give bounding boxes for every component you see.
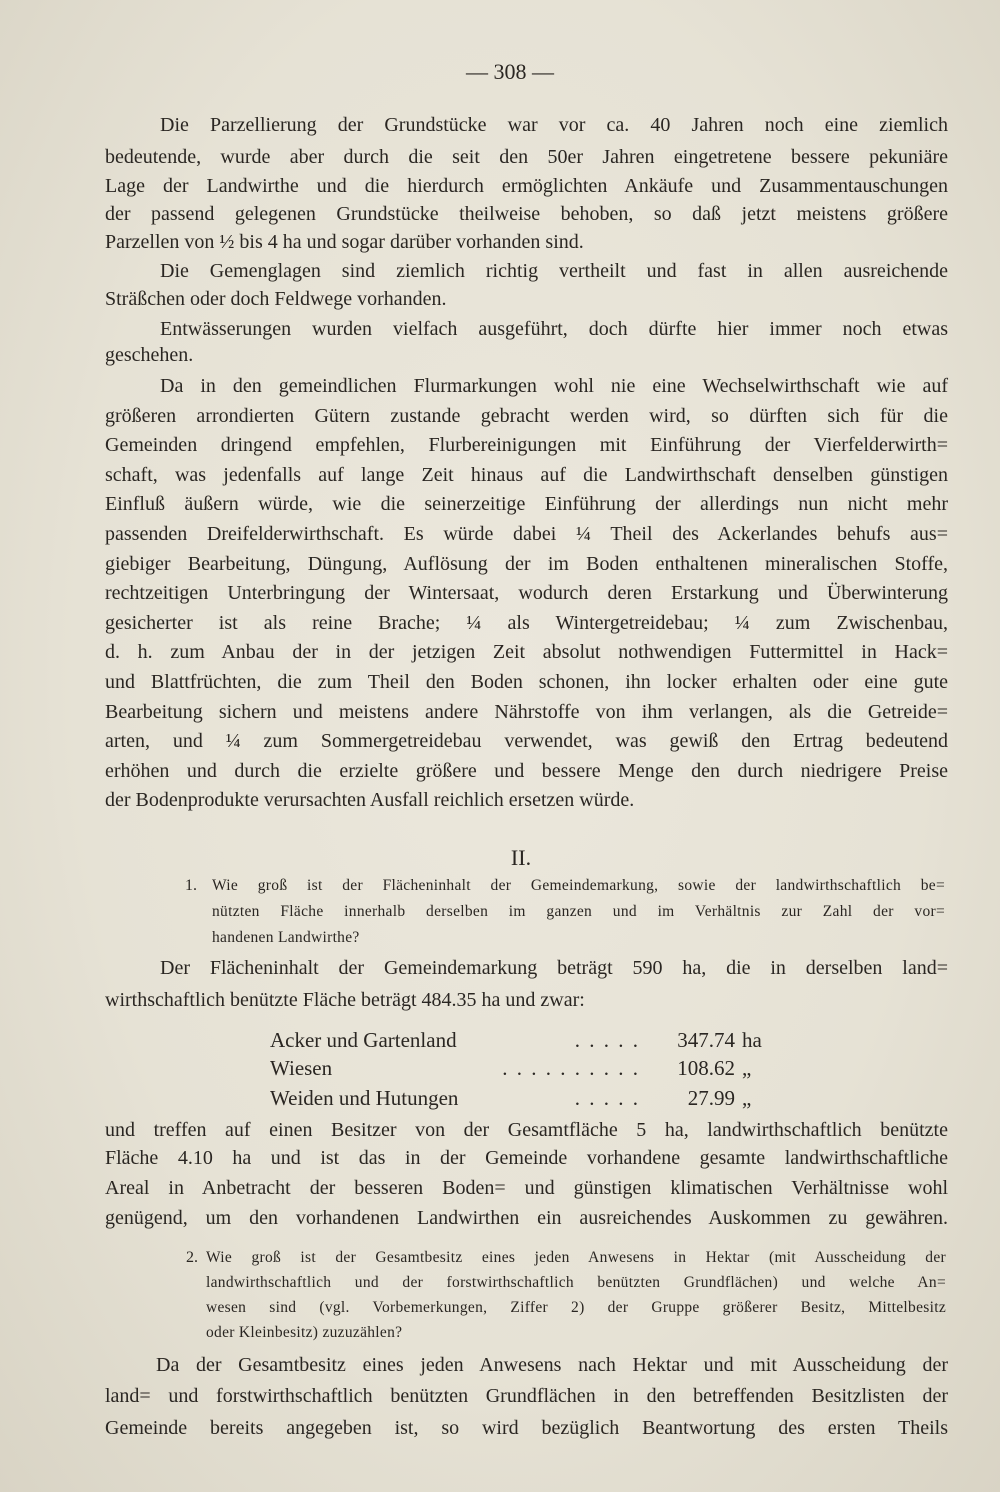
text-line: Der Flächeninhalt der Gemeindemarkung beträgt 590 ha, die in derselben land= [160, 957, 948, 979]
section-heading: II. [510, 845, 532, 870]
text-line: arten, und ¼ zum Sommergetreidebau verwendet, was gewiß den Ertrag bedeutend [105, 730, 948, 752]
row-value: 108.62 [677, 1056, 735, 1080]
table-row-label-group [270, 1054, 640, 1082]
question-line: nützten Fläche innerhalb derselben im ganzen und im Verhältnis zur Zahl der vor= [212, 903, 945, 920]
question-line: landwirthschaftlich und der forstwirthschaftlich benützten Grundflächen) und welche An= [206, 1274, 946, 1291]
question-line: Wie groß ist der Gesamtbesitz eines jeden Anwesens in Hektar (mit Ausscheidung der [206, 1249, 946, 1266]
row-unit: ha [742, 1028, 762, 1052]
row-label: Acker und Gartenland [270, 1028, 457, 1052]
question-line: Wie groß ist der Flächeninhalt der Gemeindemarkung, sowie der landwirthschaftlich be= [212, 877, 945, 894]
text-line: geschehen. [105, 344, 194, 366]
text-line: Bearbeitung sichern und meistens andere Nährstoffe von ihm verlangen, als die Getreide= [105, 701, 948, 723]
text-line: und treffen auf einen Besitzer von der Gesamtfläche 5 ha, landwirthschaftlich benützte [105, 1119, 948, 1141]
dot-leader: . . . . . [574, 1086, 640, 1110]
text-line: Da in den gemeindlichen Flurmarkungen wohl nie eine Wechselwirthschaft wie auf [160, 375, 948, 397]
question-line: wesen sind (vgl. Vorbemerkungen, Ziffer 2) der Gruppe größerer Besitz, Mittelbesitz [206, 1299, 946, 1316]
table-row-label-group [270, 1026, 640, 1054]
text-line: Die Gemenglagen sind ziemlich richtig vertheilt und fast in allen ausreichende [160, 260, 948, 282]
row-label: Weiden und Hutungen [270, 1086, 459, 1110]
dot-leader: . . . . . . . . . . [502, 1056, 640, 1080]
question-number: 2. [186, 1249, 198, 1266]
text-line: Die Parzellierung der Grundstücke war vor ca. 40 Jahren noch eine ziemlich [160, 114, 948, 136]
row-value: 347.74 [677, 1028, 735, 1052]
text-line: land= und forstwirthschaftlich benützten Grundflächen in den betreffenden Besitzlisten der [105, 1385, 948, 1407]
text-line: und Blattfrüchten, die zum Theil den Boden schonen, ihn locker erhalten oder eine gute [105, 671, 948, 693]
table-row-label-group [270, 1084, 640, 1112]
row-value: 27.99 [687, 1086, 735, 1110]
question-line: oder Kleinbesitz) zuzuzählen? [206, 1324, 403, 1341]
text-line: d. h. zum Anbau der in der jetzigen Zeit absolut nothwendigen Futtermittel in Hack= [105, 641, 948, 663]
text-line: Da der Gesamtbesitz eines jeden Anwesens nach Hektar und mit Ausscheidung der [156, 1354, 948, 1376]
text-line: passenden Dreifelderwirthschaft. Es würde dabei ¼ Theil des Ackerlandes behufs aus= [105, 523, 948, 545]
text-line: Einfluß äußern würde, wie die seinerzeitige Einführung der allerdings nun nicht mehr [105, 493, 948, 515]
text-line: gesicherter ist als reine Brache; ¼ als Wintergetreidebau; ¼ zum Zwischenbau, [105, 612, 948, 634]
row-unit: „ [742, 1056, 752, 1080]
dot-leader: . . . . . [574, 1028, 640, 1052]
text-line: Fläche 4.10 ha und ist das in der Gemeinde vorhandene gesamte landwirthschaftliche [105, 1147, 948, 1169]
page-number: — 308 — [466, 59, 554, 84]
text-line: rechtzeitigen Unterbringung der Wintersaat, wodurch deren Erstarkung und Überwinterung [105, 582, 948, 604]
text-line: Lage der Landwirthe und die hierdurch ermöglichten Ankäufe und Zusammentauschungen [105, 175, 948, 197]
text-line: schaft, was jedenfalls auf lange Zeit hinaus auf die Landwirthschaft denselben günstigen [105, 464, 948, 486]
text-line: Gemeinden dringend empfehlen, Flurbereinigungen mit Einführung der Vierfelderwirth= [105, 434, 948, 456]
row-label: Wiesen [270, 1056, 333, 1080]
text-line: Areal in Anbetracht der besseren Boden= und günstigen klimatischen Verhältnisse wohl [105, 1177, 948, 1199]
question-line: handenen Landwirthe? [212, 929, 360, 946]
text-line: der Bodenprodukte verursachten Ausfall reichlich ersetzen würde. [105, 789, 635, 811]
text-line: Sträßchen oder doch Feldwege vorhanden. [105, 288, 447, 310]
text-line: Gemeinde bereits angegeben ist, so wird bezüglich Beantwortung des ersten Theils [105, 1417, 948, 1439]
text-line: giebiger Bearbeitung, Düngung, Auflösung der im Boden enthaltenen mineralischen Stoffe, [105, 553, 948, 575]
text-line: größeren arrondierten Gütern zustande gebracht werden wird, so dürften sich für die [105, 405, 948, 427]
question-number: 1. [185, 877, 197, 894]
row-unit: „ [742, 1086, 752, 1110]
text-line: genügend, um den vorhandenen Landwirthen ein ausreichendes Auskommen zu gewähren. [105, 1207, 948, 1229]
text-line: erhöhen und durch die erzielte größere und bessere Menge den durch niedrigere Preise [105, 760, 948, 782]
text-line: Entwässerungen wurden vielfach ausgeführt, doch dürfte hier immer noch etwas [160, 318, 948, 340]
text-line: bedeutende, wurde aber durch die seit den 50er Jahren eingetretene bessere pekuniäre [105, 146, 948, 168]
text-line: der passend gelegenen Grundstücke theilweise behoben, so daß jetzt meistens größere [105, 203, 948, 225]
text-line: Parzellen von ½ bis 4 ha und sogar darüber vorhanden sind. [105, 231, 584, 253]
text-line: wirthschaftlich benützte Fläche beträgt 484.35 ha und zwar: [105, 989, 585, 1011]
